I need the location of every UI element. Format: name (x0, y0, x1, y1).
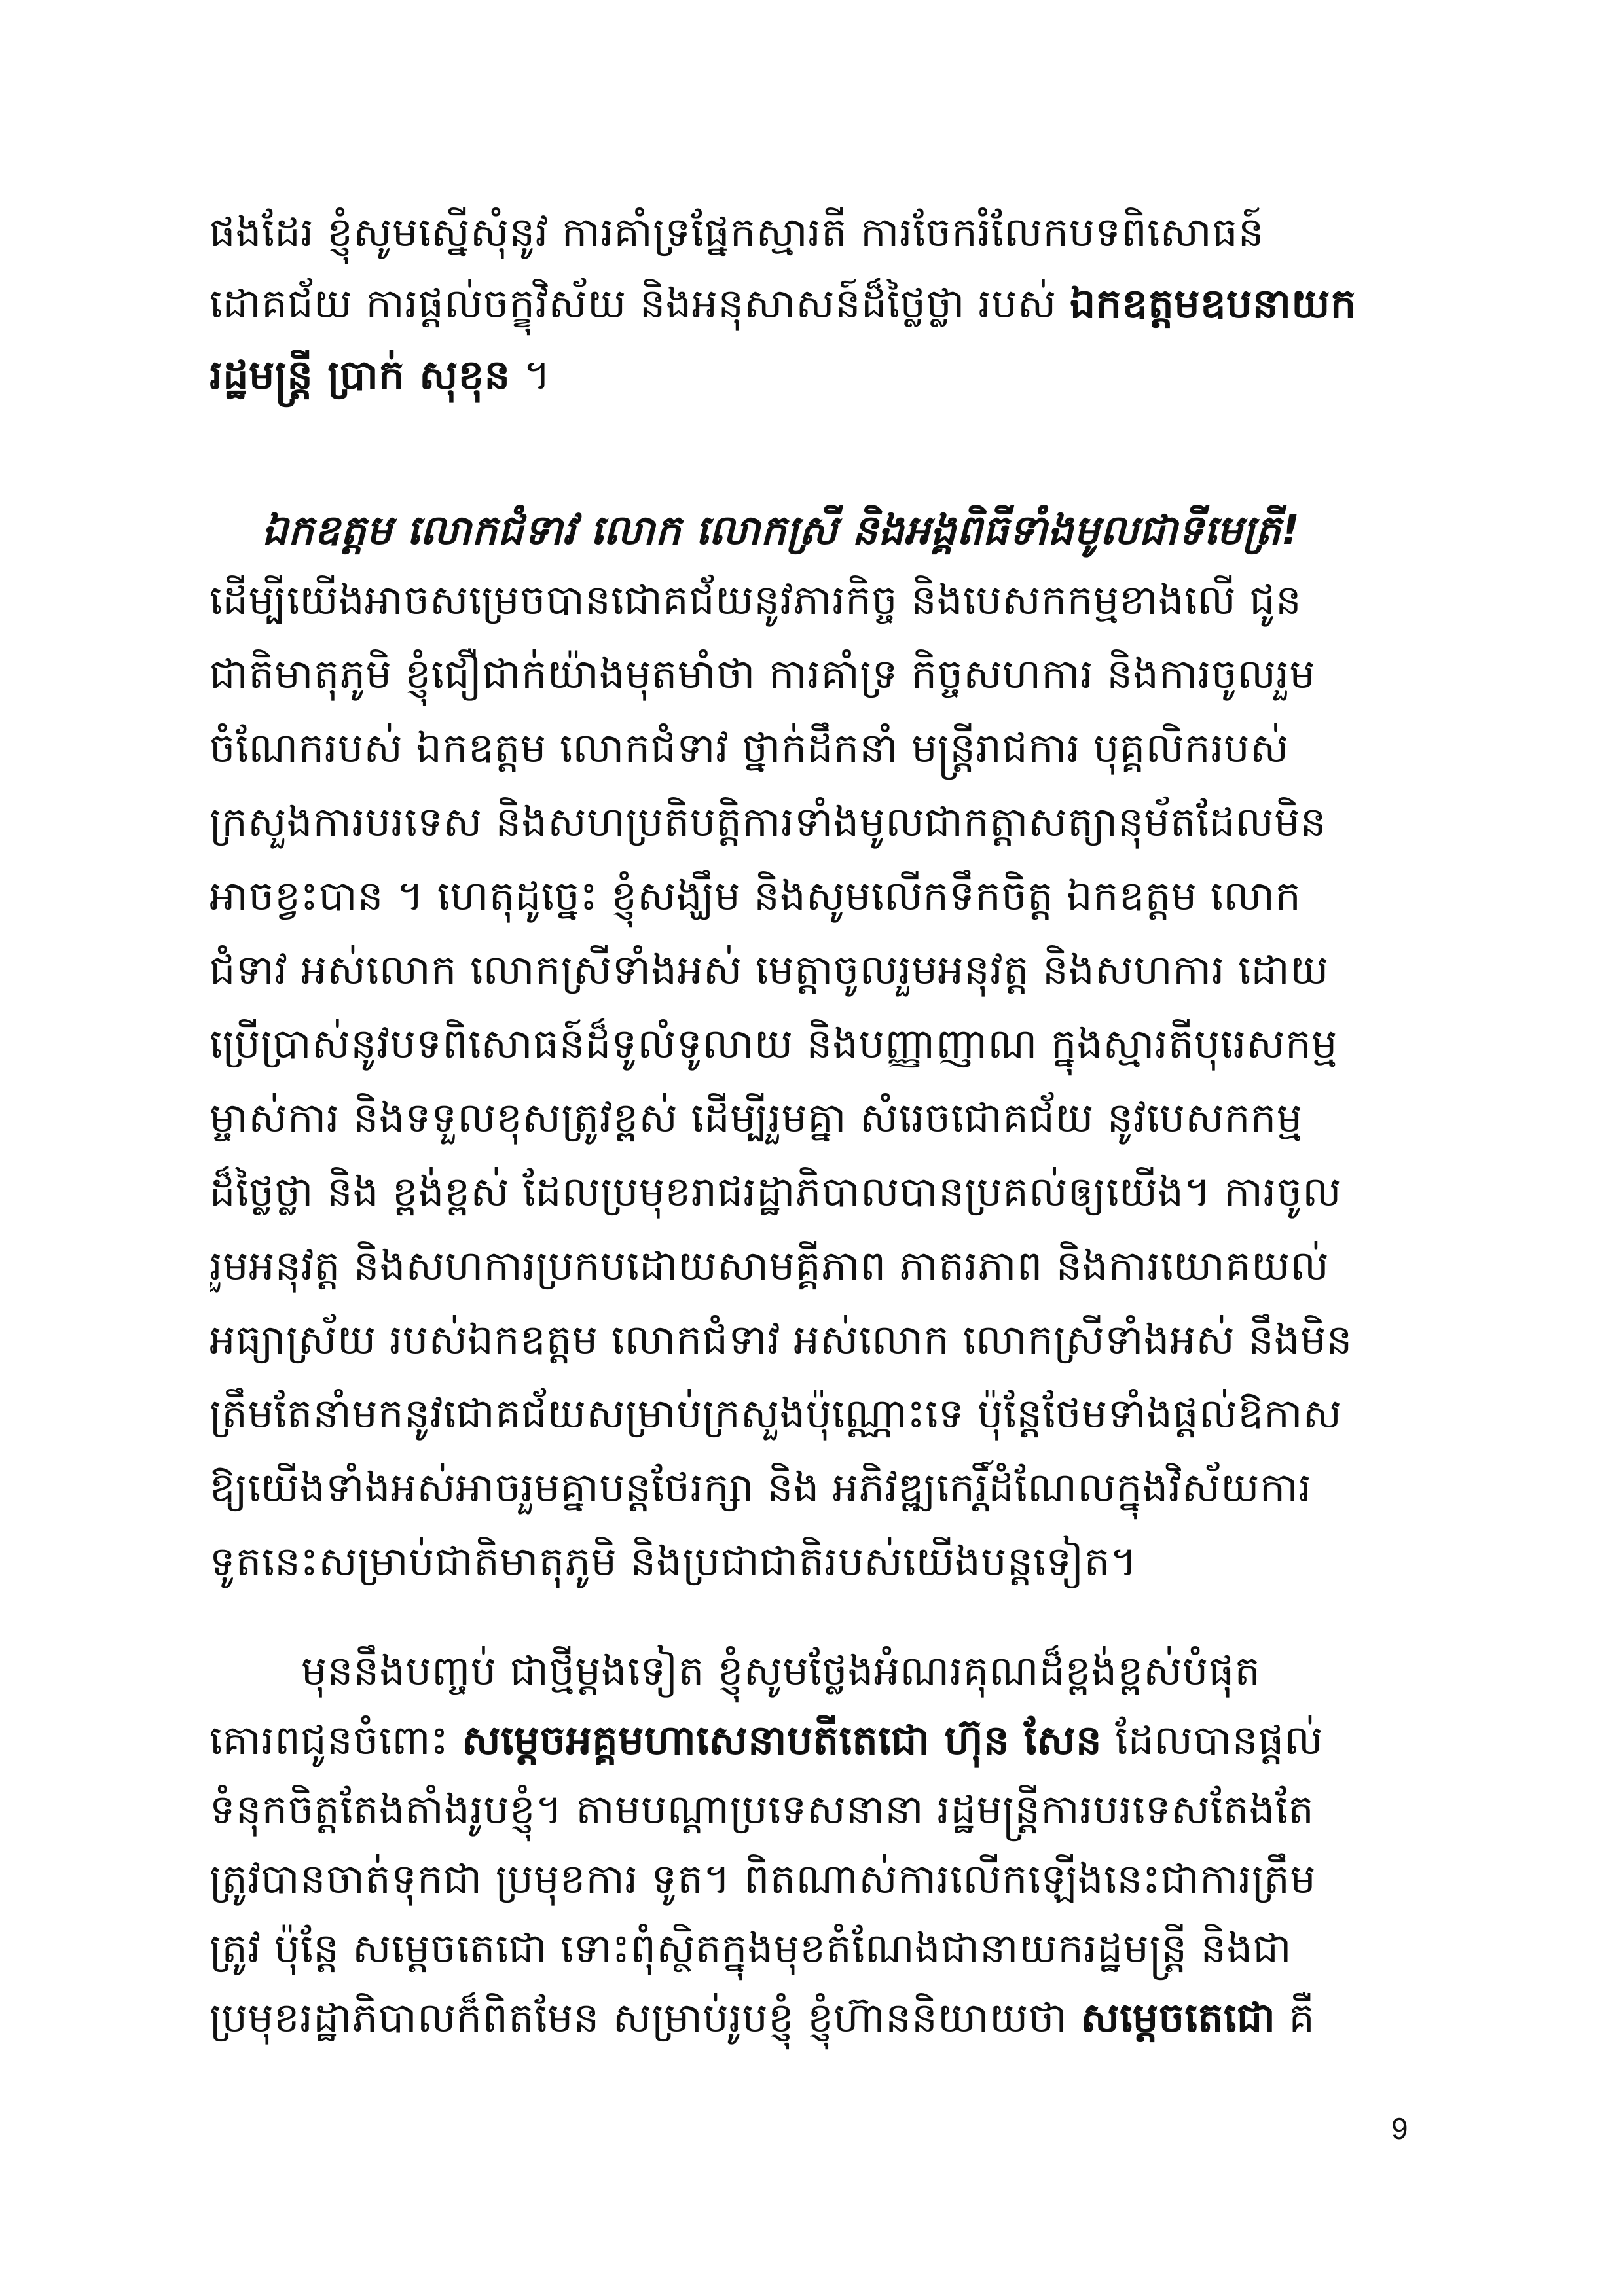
line-text: គឺ (1275, 1994, 1315, 2041)
paragraph-line: ជំទាវ អស់លោក លោកស្រីទាំងអស់ មេត្តាចូលរួមអនុវត្ត និងសហការ ដោយ (210, 946, 1329, 994)
paragraph-line: អាចខ្វះបាន ។ ហេតុដូច្នេះ ខ្ញុំសង្ឃឹម និងសូមលើកទឹកចិត្ត ឯកឧត្តម លោក (210, 872, 1302, 920)
line-text: ។ (510, 351, 551, 399)
paragraph-line: ឱ្យយើងទាំងអស់អាចរួមគ្នាបន្តថែរក្សា និង អភិវឌ្ឍកេរ្តិ៍ដំណែលក្នុងវិស័យការ (210, 1463, 1312, 1511)
paragraph-line: ទំនុកចិត្តតែងតាំងរូបខ្ញុំ។ តាមបណ្តាប្រទេសនានា រដ្ឋមន្ត្រីការបរទេសតែងតែ (210, 1785, 1315, 1833)
paragraph-line (210, 1706, 1427, 1775)
paragraph-line: ត្រឹមតែនាំមកនូវជោគជ័យសម្រាប់ក្រសួងប៉ុណ្ណោះទេ ប៉ុន្តែថែមទាំងផ្តល់ឱកាស (210, 1390, 1342, 1437)
paragraph-line: អធ្យាស្រ័យ របស់ឯកឧត្តម លោកជំទាវ អស់លោក លោកស្រីទាំងអស់ នឹងមិន (210, 1316, 1353, 1363)
line-text: គោរពជូនចំពោះ (210, 1716, 462, 1764)
bold-name: សម្តេចតេជោ (1080, 1994, 1276, 2041)
paragraph-closing (210, 1636, 1427, 2053)
paragraph-line: ដើម្បីយើងអាចសម្រេចបានជោគជ័យនូវភារកិច្ច និងបេសកកម្មខាងលើ ជូន (210, 576, 1302, 624)
line-text: ប្រមុខរដ្ឋាភិបាលក៏ពិតមែន សម្រាប់រូបខ្ញុំ ខ្ញុំហ៊ាននិយាយថា (210, 1994, 1081, 2041)
paragraph-line: ប្រើប្រាស់នូវបទពិសោធន៍ដ៏ទូលំទូលាយ និងបញ្ញាញាណ ក្នុងស្មារតីបុរេសកម្ម (210, 1020, 1338, 1067)
page-number: 9 (1391, 2111, 1408, 2145)
paragraph-line: ជាតិមាតុភូមិ ខ្ញុំជឿជាក់យ៉ាងមុតមាំថា ការគាំទ្រ កិច្ចសហការ និងការចូលរួម (210, 650, 1316, 698)
bold-name: ឯកឧត្តមឧបនាយក (1069, 279, 1357, 327)
paragraph-line: ត្រូវបានចាត់ទុកជា ប្រមុខការ ទូត។ ពិតណាស់ការលើកឡើងនេះជាការត្រឹម (210, 1855, 1317, 1903)
paragraph-line: ម្ចាស់ការ និងទទួលខុសត្រូវខ្ពស់ ដើម្បីរួមគ្នា សំរេចជោគជ័យ នូវបេសកកម្ម (210, 1094, 1303, 1141)
paragraph-line (210, 268, 1427, 339)
paragraph-line (210, 339, 1427, 410)
heading-text: ឯកឧត្តម លោកជំទាវ លោក លោកស្រី និងអង្គពិធីទាំងមូលជាទីមេត្រី! (262, 506, 1300, 554)
line-text: ដែលបានផ្តល់ (1102, 1716, 1324, 1764)
paragraph-main (210, 563, 1427, 1598)
bold-name: សម្តេចអគ្គមហាសេនាបតីតេជោ ហ៊ុន សែន (462, 1716, 1103, 1764)
paragraph-line: មុននឹងបញ្ចប់ ជាថ្មីម្តងទៀត ខ្ញុំសូមថ្លែងអំណរគុណដ៏ខ្ពង់ខ្ពស់បំផុត (301, 1647, 1261, 1695)
paragraph-line: រួមអនុវត្ត និងសហការប្រកបដោយសាមគ្គីភាព ភាតរភាព និងការយោគយល់ (210, 1242, 1330, 1289)
paragraph-intro (210, 196, 1427, 410)
paragraph-line: ផងដែរ ខ្ញុំសូមស្នើសុំនូវ ការគាំទ្រផ្នែកស្មារតី ការចែករំលែកបទពិសោធន៍ (210, 208, 1264, 256)
bold-name: រដ្ឋមន្ត្រី ប្រាក់ សុខុន (210, 351, 511, 399)
paragraph-line (210, 1983, 1427, 2053)
paragraph-line: ត្រូវ ប៉ុន្តែ សម្តេចតេជោ ទោះពុំស្ថិតក្នុងមុខតំណែងជានាយករដ្ឋមន្ត្រី និងជា (210, 1924, 1292, 1972)
salutation-heading (262, 494, 1427, 565)
paragraph-line: ក្រសួងការបរទេស និងសហប្រតិបត្តិការទាំងមូលជាកត្តាសត្យានុម័តដែលមិន (210, 798, 1326, 846)
paragraph-line: ទូតនេះសម្រាប់ជាតិមាតុភូមិ និងប្រជាជាតិរបស់យើងបន្តទៀត។ (210, 1537, 1138, 1585)
paragraph-line: ចំណែករបស់ ឯកឧត្តម លោកជំទាវ ថ្នាក់ដឹកនាំ មន្ត្រីរាជការ បុគ្គលិករបស់ (210, 724, 1289, 772)
line-text: ដោគជ័យ ការផ្តល់ចក្ខុវិស័យ និងអនុសាសន៍ដ៏ថ្លៃថ្លា របស់ (210, 279, 1070, 327)
paragraph-line: ដ៏ថ្លៃថ្លា និង ខ្ពង់ខ្ពស់ ដែលប្រមុខរាជរដ្ឋាភិបាលបានប្រគល់ឲ្យយើង។ ការចូល (210, 1168, 1341, 1215)
